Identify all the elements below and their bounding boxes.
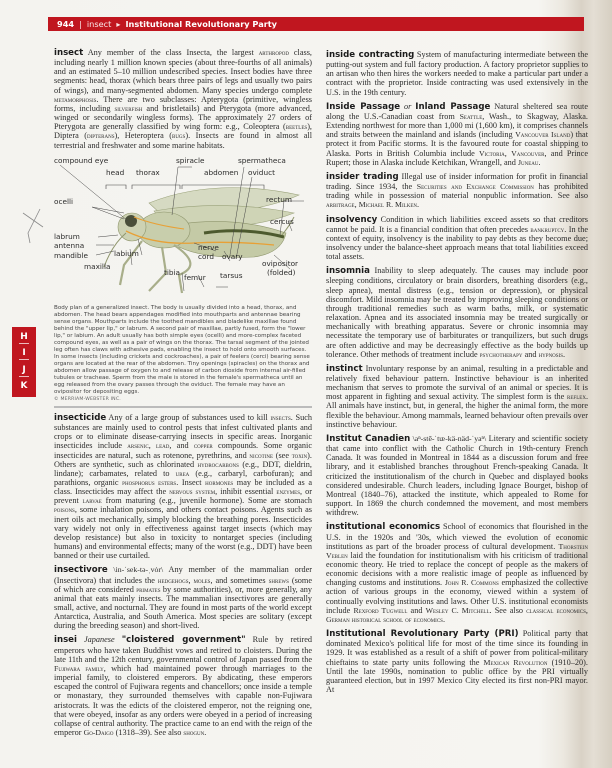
- cross-reference[interactable]: arthropod: [258, 48, 289, 57]
- definition-text: (1910–20). Until the late 1990s, nomination to public office by the PRI virtually guaranteed election, but in 1997 Mexico City elected its first non-PRI mayor. At: [326, 657, 588, 694]
- headword: instinct: [326, 363, 363, 374]
- definition-text: .: [563, 349, 566, 359]
- cross-reference[interactable]: Securities and Exchange Commission: [416, 182, 534, 192]
- label-tarsus: tarsus: [220, 270, 243, 280]
- cross-reference[interactable]: insects: [270, 412, 291, 422]
- label-maxilla: maxilla: [84, 261, 111, 271]
- headword: insectivore: [54, 565, 108, 576]
- definition-text: Any member of the class Insecta, the largest: [83, 48, 259, 57]
- definition-text: . In the context of equity, insolvency is the inability to pay debts as they become due; insolvency under the balance-sheet approach means that total liabilities exceed total assets.: [326, 224, 589, 262]
- cross-reference[interactable]: bugs: [171, 131, 186, 141]
- cross-reference[interactable]: poisons: [54, 505, 75, 515]
- page-number: 944: [57, 19, 75, 29]
- pronunciation: \aⁿ-stē-ˈtᵫ-kä-näd-ˈyaⁿ\: [410, 433, 487, 443]
- entry-insomnia: [326, 266, 588, 359]
- thumb-index-j[interactable]: J: [19, 365, 29, 377]
- cross-reference[interactable]: Go-Daigo: [83, 728, 114, 738]
- entry-insolvency: [326, 215, 588, 262]
- cross-reference[interactable]: hypnosis: [538, 349, 564, 359]
- definition-text: .: [442, 614, 446, 624]
- entry-insecticide: [54, 413, 312, 561]
- cross-reference[interactable]: hedgehogs: [157, 575, 189, 585]
- definition-text: Natural sheltered sea route along the U.S.-Canadian coast from: [326, 101, 588, 121]
- definition-text: ,: [354, 200, 359, 210]
- entry-insider-trading: [326, 172, 588, 210]
- definition-text: ), Diptera (: [54, 122, 312, 141]
- cross-reference[interactable]: Fujiwara family: [54, 663, 104, 673]
- cross-reference[interactable]: metamorphosis: [54, 94, 97, 104]
- entry-insect: [54, 48, 312, 150]
- cross-reference[interactable]: toxin: [291, 450, 308, 460]
- definition-text: (1318–39). See also: [113, 728, 184, 738]
- definition-text: .: [204, 728, 207, 738]
- definition-text: laid the foundation for institutionalism with his criticism of traditional economic theory. He tried to replace the concept of people as the makers of economic decisions with a more realistic image of people as influenced by changing customs and institutions.: [326, 550, 588, 588]
- headword: Inside Passage: [326, 101, 401, 112]
- definition-text: ). Others are synthetic, such as chlorinated: [54, 450, 312, 469]
- cross-reference[interactable]: enzymes: [276, 487, 301, 497]
- headword: Institut Canadien: [326, 433, 411, 444]
- cross-reference[interactable]: Vancouver: [511, 148, 545, 158]
- definition-text: Inability to sleep adequately. The causes may include poor sleeping conditions, circulatory or brain disorders, breathing disorders (e.g., sleep apnea), mental distress (e.g., tension or depression), or physical discomfort. Mild insomnia may be treated by improving sleeping conditions or through traditional remedies such as warm baths, milk, or systematic relaxation. Apnea and its associated insomnia may be treated surgically or mechanically with breathing apparatus. Severe or chronic insomnia may necessitate the temporary use of barbiturates or tranquilizers, but such drugs are often addictive and may be decreasingly effective as the body builds up tolerance. Other methods of treatment include: [326, 266, 588, 359]
- language-label: Japanese: [76, 635, 122, 645]
- label-antenna: antenna: [54, 240, 85, 250]
- definition-text: Condition in which liabilities exceed assets so that creditors cannot be paid. It is a financial condition that often precedes: [326, 214, 588, 234]
- headword: insider trading: [326, 171, 399, 182]
- insect-anatomy-figure: [54, 155, 312, 303]
- running-header: [48, 17, 584, 31]
- definition-text: (see: [273, 450, 292, 460]
- cross-reference[interactable]: bankruptcy: [530, 224, 565, 234]
- header-first-entry: insect: [86, 19, 112, 29]
- entry-instinct: [326, 364, 588, 429]
- thumb-index-k[interactable]: K: [20, 380, 28, 391]
- definition-text: ,: [148, 441, 157, 451]
- label-oviduct: oviduct: [248, 167, 275, 177]
- entry-institut-canadien: [326, 434, 588, 517]
- cross-reference[interactable]: Mexican Revolution: [483, 657, 548, 667]
- headword: institutional economics: [326, 522, 441, 533]
- definition-text: Illegal use of insider information for profit in financial trading. Since 1934, the: [326, 171, 588, 192]
- figure-divider: [54, 406, 312, 408]
- label-rectum: rectum: [266, 194, 292, 204]
- cross-reference[interactable]: moles: [193, 575, 211, 585]
- cross-reference[interactable]: psychotherapy: [479, 349, 523, 359]
- cross-reference[interactable]: classical economics: [526, 605, 586, 615]
- definition-text: School of economics that flourished in the U.S. in the 1920s and '30s, which viewed the evolution of economic institutions as part of the broader process of cultural development.: [326, 522, 589, 551]
- definition-text: and: [522, 349, 539, 359]
- definition-text: ). Insects are found in almost all terrestrial and freshwater and some marine habitats.: [54, 131, 312, 150]
- definition-text: , and sometimes: [210, 575, 269, 585]
- cross-reference[interactable]: arbitrage: [326, 200, 355, 210]
- definition-text: may be included as a class. Insecticides may affect the: [54, 477, 313, 497]
- thumb-index-h[interactable]: H: [20, 332, 28, 343]
- cross-reference[interactable]: nicotine: [249, 450, 274, 460]
- cross-reference[interactable]: silverfish: [114, 103, 143, 113]
- cross-reference[interactable]: larvae: [82, 496, 102, 506]
- label-spermatheca: spermatheca: [238, 155, 286, 165]
- label-femur: femur: [184, 272, 206, 282]
- cross-reference[interactable]: John R. Commons: [444, 578, 499, 588]
- thumb-index-i[interactable]: I: [19, 348, 29, 360]
- entry-institutional-economics: [326, 522, 588, 624]
- cross-reference[interactable]: nervous system: [169, 487, 216, 497]
- cross-reference[interactable]: shrews: [268, 575, 289, 585]
- label-spiracle: spiracle: [176, 155, 205, 165]
- label-compound-eye: compound eye: [54, 155, 109, 165]
- label-cercus: cercus: [270, 216, 294, 226]
- definition-text: Any member of the mammalian order (Insectivora) that includes the: [54, 565, 312, 585]
- definition-text: System of manufacturing intermediate between the putting-out system and full factory production. A factory proprietor supplies to an artisan who then hires the workers needed to make a particular part under a contract with the proprietor. Inside contracting was used extensively in the U.S. in the 19th century.: [326, 50, 588, 97]
- cross-reference[interactable]: hormones: [205, 477, 234, 487]
- cross-reference[interactable]: urea: [175, 468, 190, 478]
- label-ocelli: ocelli: [54, 196, 74, 206]
- definition-text: ,: [585, 605, 588, 615]
- cross-reference[interactable]: copper: [193, 441, 213, 451]
- entry-insectivore: [54, 565, 312, 630]
- headword: insei: [54, 635, 77, 646]
- headword: insecticide: [54, 412, 107, 423]
- headword: insomnia: [326, 266, 370, 277]
- cross-reference[interactable]: dipterans: [86, 131, 115, 141]
- cross-reference[interactable]: Rexford Tugwell: [353, 605, 408, 615]
- cross-reference[interactable]: shogun: [183, 728, 205, 738]
- headword: inside contracting: [326, 50, 415, 60]
- pencil-mark-icon: [18, 205, 48, 245]
- definition-text: , some inhalation poisons, and others contact poisons. Agents such as inert oils act mechanically, simply blocking the breathing pores. Insecticides vary widely not only in effectiveness against target insects (which may develop resistance) but also in toxicity to nontarget species (including humans) and environmental effects; many of the worst (e.g., DDT) have been banned or their use curtailed.: [54, 505, 312, 561]
- label-abdomen: abdomen: [204, 167, 239, 177]
- definition-text: , and: [169, 441, 194, 451]
- cross-reference[interactable]: Victoria: [478, 148, 505, 158]
- definition-text: class, including nearly 1 million known species (about three-fourths of all animals) and an estimated 5–10 million undescribed species. Insect bodies have three segments: head, thorax (which bears three pairs of legs and usually two pairs of wings), and many-segmented abdomen. Many species undergo complete: [54, 48, 312, 95]
- definition-text: ), Heteroptera (: [114, 131, 172, 141]
- definition-text: , Wash., to Skagway, Alaska. Extending northwest for more than 1,000 mi (1,600 km), it comprises channels and straits between the mainland and islands (including: [326, 111, 588, 140]
- cross-reference[interactable]: phosphorus esters: [122, 477, 177, 487]
- headword-variant: Inland Passage: [415, 101, 491, 112]
- cross-reference[interactable]: Juneau: [517, 157, 539, 167]
- entry-inside-contracting: [326, 50, 588, 97]
- definition-text: . Insect: [176, 477, 206, 487]
- definition-text: . Such substances are mainly used to control pests that infest cultivated plants and crops or to eliminate disease-carrying insects in specific areas. Inorganic insecticides include: [54, 412, 312, 451]
- entry-institutional-revolutionary-party: [326, 629, 588, 694]
- definition-text: (e.g., carbaryl, carbofuran); and parathions, organic: [54, 468, 312, 487]
- label-ovipositor: ovipositor: [262, 258, 299, 268]
- label-mandible: mandible: [54, 250, 89, 260]
- headword: Institutional Revolutionary Party (PRI): [326, 629, 519, 640]
- cross-reference[interactable]: Wesley C. Mitchell: [425, 605, 490, 615]
- definition-text: . See also: [489, 605, 527, 615]
- definition-text: compounds. Some organic insecticides are natural, such as rotenone, pyrethrins, and: [54, 441, 312, 460]
- definition-text: ,: [504, 148, 512, 158]
- definition-text: (some of which are considered: [54, 575, 313, 594]
- pronunciation: \in-ˈsek-tə-ˌvȯr\: [107, 565, 164, 575]
- cross-reference[interactable]: reflex: [567, 392, 586, 402]
- definition-text: emphasized the collective action of various groups in the economy, viewed within a system of continually evolving institutions and laws. Other U.S. institutional economists include: [326, 578, 588, 615]
- cross-reference[interactable]: Vancouver Island: [515, 130, 571, 140]
- cross-reference[interactable]: Michael R. Milken: [358, 200, 417, 210]
- definition-text: . All animals have instinct, but, in general, the higher the animal form, the more flexible the behaviour. Among mammals, learned behaviour often prevails over instinctive behaviour.: [326, 392, 588, 429]
- definition-text: .: [538, 157, 541, 167]
- label-labrum: labrum: [54, 231, 80, 241]
- definition-text: and: [407, 605, 426, 615]
- cross-reference[interactable]: beetles: [285, 122, 308, 132]
- definition-text: Political party that dominated Mexico's political life for most of the time since its founding in 1929. It was established as a result of a shift of power from political-military chieftains to state party units following the: [326, 629, 588, 667]
- entry-inside-passage: [326, 102, 588, 167]
- label-cord: cord: [198, 251, 214, 261]
- cross-reference[interactable]: Thorstein Veblen: [326, 541, 588, 560]
- definition-text: , which had maintained power through marriages to the imperial family, to cloistered emperors. By abdicating, these emperors escaped the control of Fujiwara regents and chancellors; once inside a temple or monastary, they surrounded themselves with capable non-Fujiwara aristocrats. It was the edicts of the cloistered emperor, not the reigning one, that were obeyed, insofar as any orders were obeyed in a period of increasing collapse of central authority. The practice came to an end with the reign of the emperor: [54, 663, 312, 738]
- leg-shape: [120, 241, 142, 285]
- entry-insei: [54, 635, 312, 737]
- headword: insect: [54, 48, 84, 58]
- cross-reference[interactable]: arsenic: [127, 441, 149, 451]
- cross-reference[interactable]: primates: [136, 584, 161, 594]
- caption-text: Body plan of a generalized insect. The body is usually divided into a head, thorax, and abdomen. The head bears appendages modified into mouthparts and antennae bearing sense organs. Mouthparts include the toothed mandibles and bladelike maxillae found behind the "upper lip," or labrum. A second pair of maxillae, partly fused, form the "lower lip," or labium. An adult usually has both simple eyes (ocelli) and more-complex faceted compound eyes, as well as a pair of wings on the thorax. The tarsal segment of the jointed leg often has claws with adhesive pads, enabling the insect to hold onto smooth surfaces. In some insects (including crickets and cockroaches), a pair of feelers (cerci) bearing sense organs are located at the rear of the abdomen. Tiny openings (spiracles) on the thorax and abdomen allow passage of oxygen to and release of carbon dioxide from internal air-filled tubules or tracheae. Sperm from the male is stored in the female's spermatheca until an egg released from the ovary passes through the oviduct. The female may have an ovipositor for depositing eggs.: [54, 304, 310, 396]
- headword: insolvency: [326, 214, 378, 225]
- cross-reference[interactable]: German historical school of economics: [326, 614, 443, 624]
- figure-caption: [54, 305, 312, 404]
- figure-credit: © MERRIAM-WEBSTER INC.: [54, 397, 121, 403]
- label-ovary: ovary: [222, 251, 243, 261]
- definition-text: has prohibited trading while in possession of material nonpublic information. See also: [326, 182, 588, 201]
- arrow-right-icon: ▸: [116, 19, 121, 29]
- insect-illustration: [54, 155, 312, 303]
- definition-text: .: [417, 200, 420, 210]
- header-last-entry: Institutional Revolutionary Party: [125, 19, 278, 29]
- definition-text: (e.g., DDT, dieldrin, lindane); carbamates, related to: [54, 459, 312, 478]
- compound-eye-shape: [125, 215, 137, 227]
- cross-reference[interactable]: lead: [156, 441, 170, 451]
- right-column: [326, 50, 588, 699]
- definition-text: , or prevent: [54, 487, 313, 506]
- cross-reference[interactable]: hydrocarbons: [197, 459, 239, 469]
- or-label: or: [400, 101, 416, 111]
- label-thorax: thorax: [136, 167, 160, 177]
- definition-text: , inhibit essential: [215, 487, 277, 497]
- gloss: "cloistered government": [121, 635, 246, 646]
- definition-text: Rule by retired emperors who have taken Buddhist vows and retired to cloisters. During the late 11th and the 12th century, governmental control of Japan passed from the: [54, 635, 313, 664]
- definition-text: . There are two subclasses: Apterygota (primitive, wingless forms, including: [54, 94, 312, 113]
- definition-text: ,: [188, 575, 194, 585]
- label-labium: labium: [114, 248, 139, 258]
- definition-text: Involuntary response by an animal, resulting in a predictable and relatively fixed behaviour pattern. Instinctive behaviour is an inherited mechanism that serves to promote the survival of an animal or species. It is most apparent in fighting and sexual activity. The simplest form is the: [326, 363, 588, 402]
- definition-text: ) that protect it from Pacific storms. It is the favoured route for coastal shipping to Alaska. Ports in British Columbia include: [326, 130, 588, 158]
- definition-text: from maturing (e.g., juvenile hormone). Some are stomach: [101, 496, 312, 506]
- definition-text: by some authorities), or, more generally, any animal that eats mainly insects. The mammalian insectivores are generally small, active, and nocturnal. They are found in most parts of the world except Antarctica, Australia, and South America. Most species are solitary (except during the breeding season) and short-lived.: [54, 584, 312, 631]
- definition-text: and bristletails) and Pterygota (more advanced, winged or secondarily wingless forms). The approximately 27 orders of Pterygota are generally classified by wing form: e.g., Coleoptera (: [54, 103, 312, 132]
- label-nerve: nerve: [198, 242, 219, 252]
- definition-text: , and Prince Rupert; those in Alaska include Ketchikan, Wrangell, and: [326, 148, 589, 167]
- definition-text: Literary and scientific society that came into conflict with the Catholic Church in 19th-century French Canada. It was founded in Montreal in 1844 as a discussion forum and free library, and it established branches throughout French-speaking Canada. It criticized the institutionalism of the church in Quebec and displayed books considered undesirable. Church leaders, including Ignace Bourget, bishop of Montreal (1840–76), attacked the institute, which appealed to Rome for support. In 1869 the church condemned the movement, and most members withdrew.: [326, 433, 588, 518]
- cross-reference[interactable]: Seattle: [459, 111, 483, 121]
- label-head: head: [106, 167, 125, 177]
- definition-text: Any of a large group of substances used to kill: [106, 412, 271, 422]
- label-folded: (folded): [267, 267, 296, 277]
- header-separator: |: [79, 19, 82, 29]
- thumb-index-tab[interactable]: [12, 327, 36, 397]
- label-tibia: tibia: [164, 267, 181, 277]
- left-column: [54, 48, 312, 742]
